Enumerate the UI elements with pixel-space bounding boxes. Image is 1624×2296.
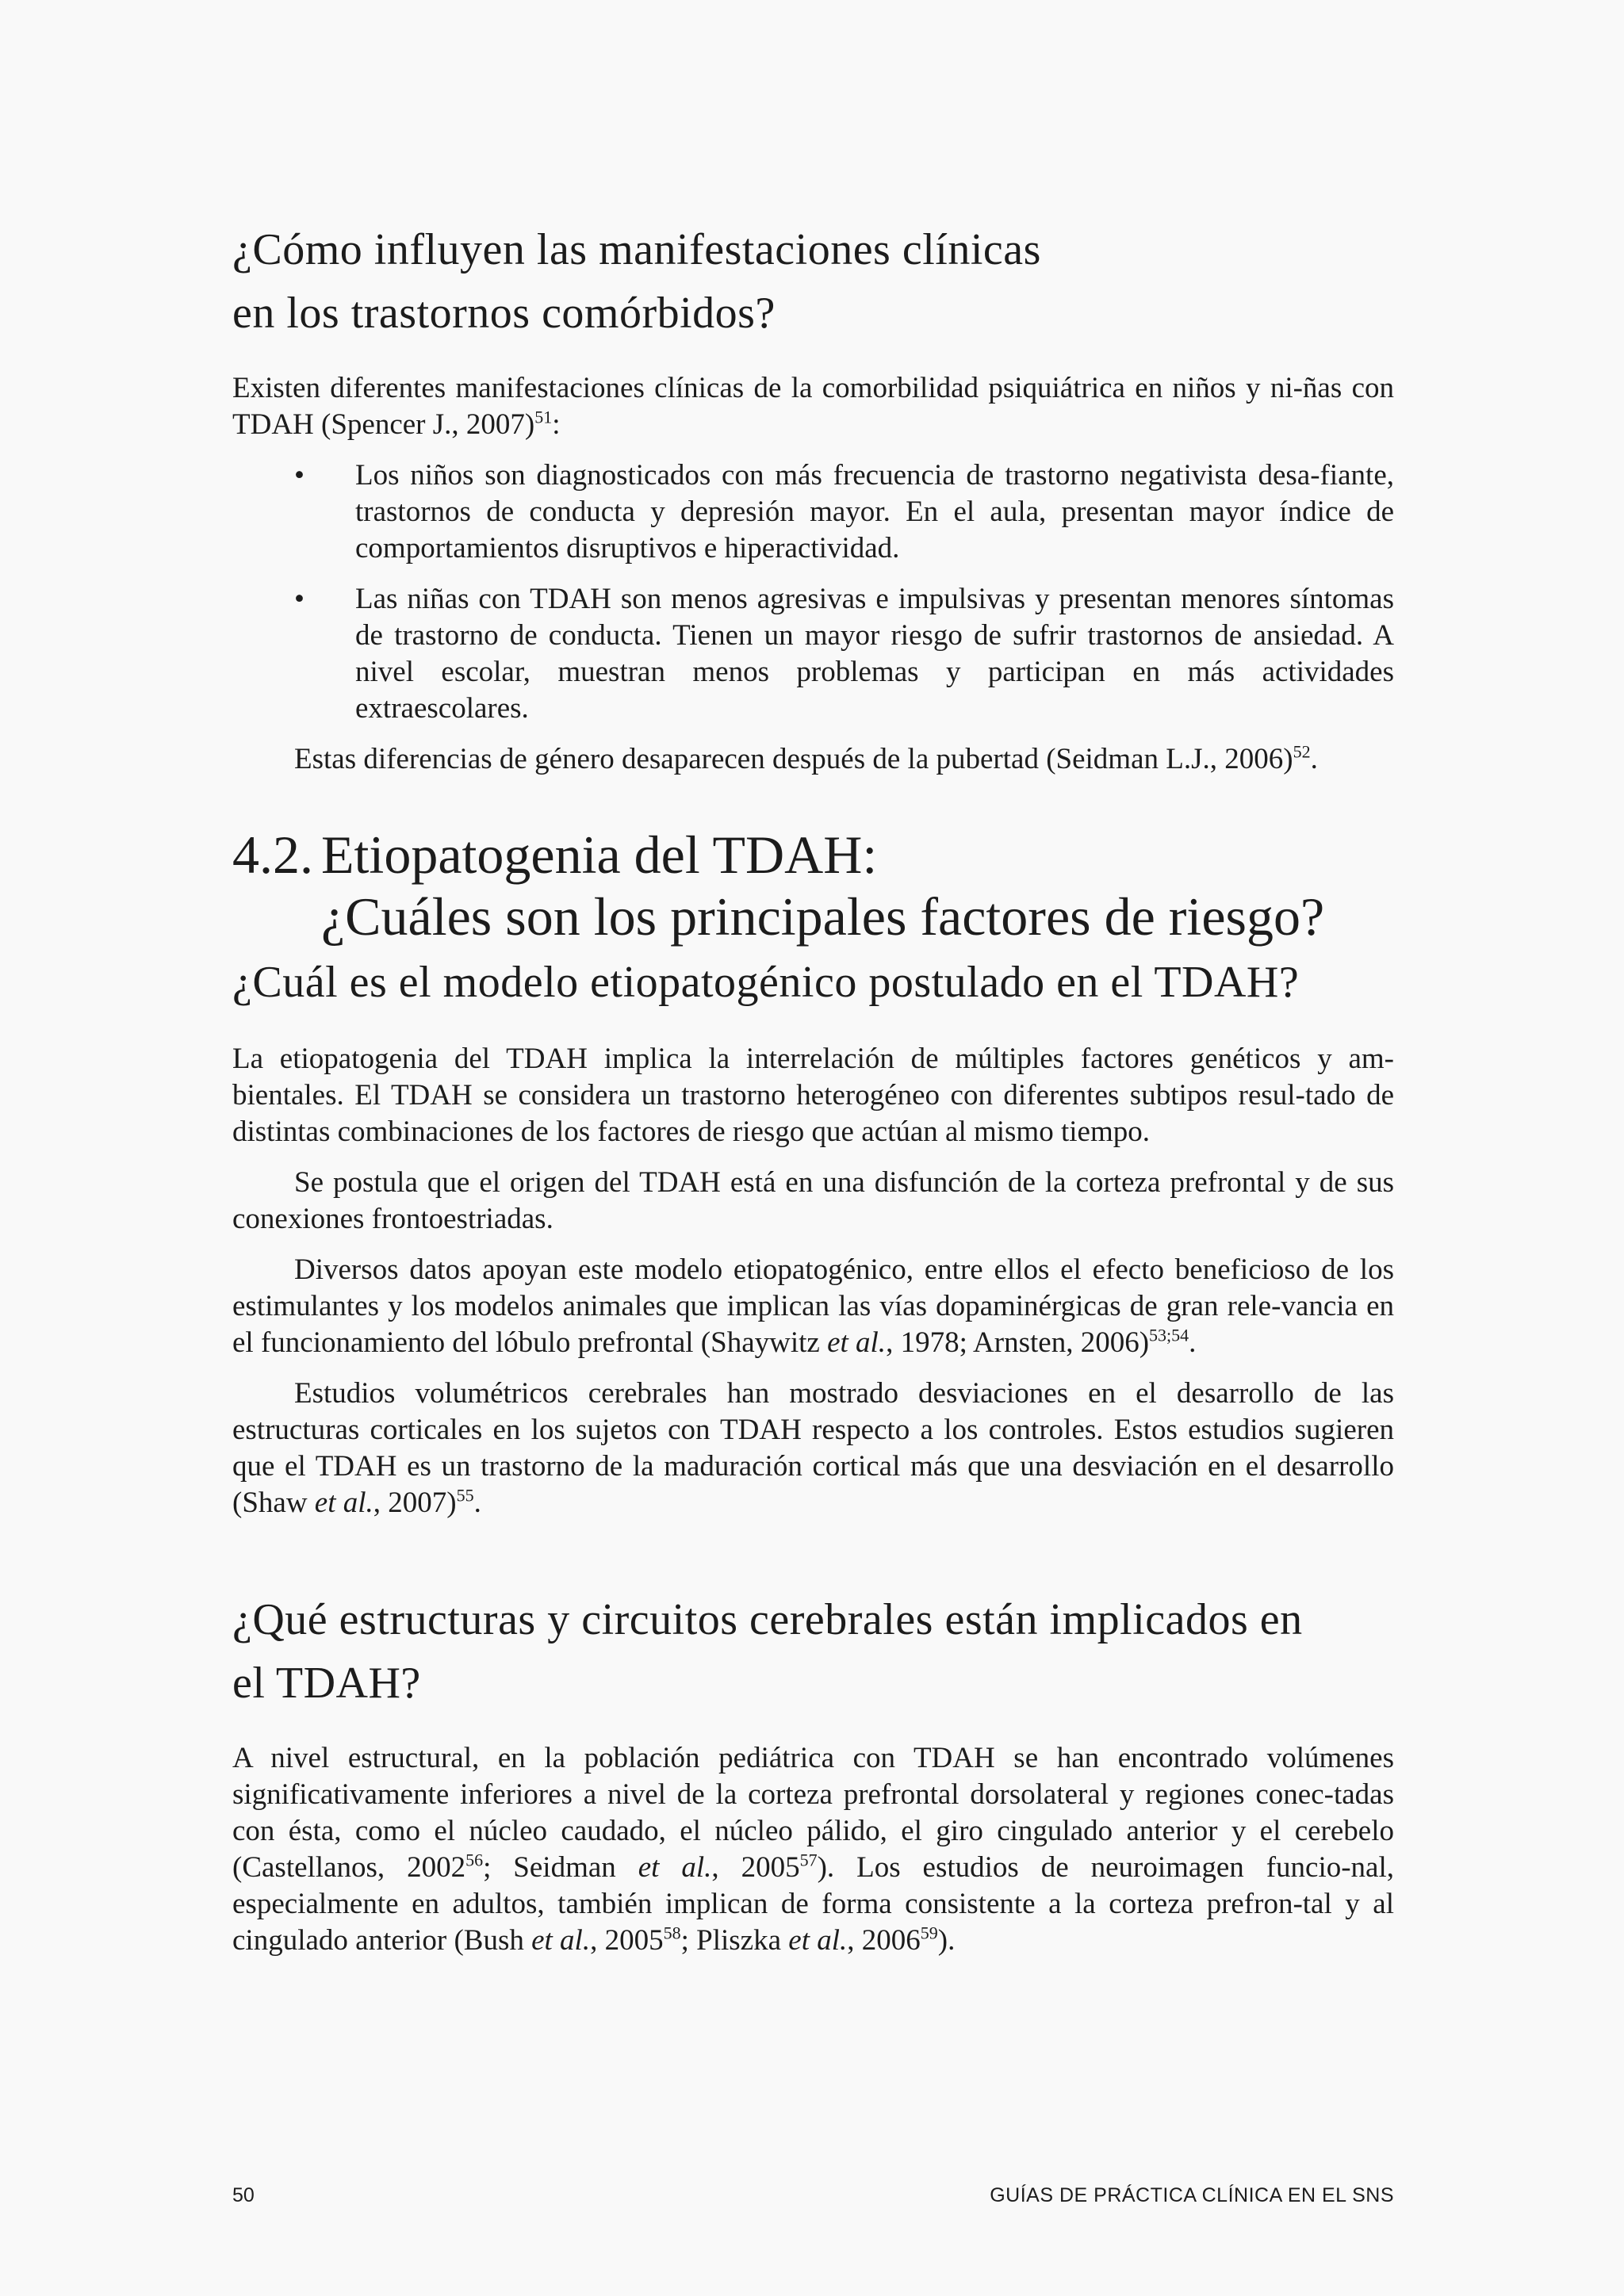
list-item (232, 581, 1394, 727)
paragraph-text: A nivel estructural, en la población pediátrica con TDAH se han encontrado volúmenes significativamente inferiores a nivel de la corteza prefrontal dorsolateral y regiones conec-tadas con ésta, como el núcleo caudado, el núcleo pálido, el giro cingulado anterior y el cerebelo (Castellanos, 2002 (232, 1742, 1394, 1884)
paragraph-text: , 1978; Arnsten, 2006) (886, 1326, 1150, 1359)
citation-ref: 55 (456, 1485, 474, 1506)
paragraph-text: La etiopatogenia del TDAH implica la interrelación de múltiples factores genéticos y am-bientales. El TDAH se considera un trastorno heterogéneo con diferentes subtipos resul-tado de distintas combinaciones de los factores de riesgo que actúan al mismo tiempo. (232, 1043, 1394, 1148)
subsection-heading-text: ¿Cuál es el modelo etiopatogénico postulado en el TDAH? (232, 958, 1300, 1007)
paragraph-text: , 2006 (847, 1924, 921, 1957)
page-number: 50 (232, 2184, 255, 2206)
paragraph-text: Se postula que el origen del TDAH está en una disfunción de la corteza prefrontal y de sus conexiones frontoestriadas. (232, 1166, 1394, 1235)
paragraph-text: ). Los estudios de neuroimagen funcio-nal, especialmente en adultos, también implican de forma consistente a la corteza prefron-tal y al cingulado anterior (Bush (232, 1851, 1394, 1957)
paragraph-text: , 2005 (590, 1924, 664, 1957)
et-al: et al. (314, 1487, 373, 1519)
intro-end: : (552, 408, 561, 441)
citation-ref: 59 (920, 1923, 938, 1943)
citation-ref: 51 (534, 407, 553, 427)
et-al: et al. (827, 1326, 887, 1359)
section-heading-comorbid (232, 218, 1394, 345)
paragraph-text: ; Seidman (483, 1851, 638, 1884)
paragraph (232, 1252, 1394, 1361)
section-title-line-1: Etiopatogenia del TDAH: (321, 825, 878, 885)
section-heading-structures (232, 1588, 1394, 1715)
bullet-icon: • (294, 583, 304, 615)
page-content (232, 218, 1394, 1973)
paragraph (232, 1165, 1394, 1238)
paragraph (232, 1740, 1394, 1959)
citation-ref: 58 (663, 1923, 681, 1943)
paragraph-end: . (473, 1487, 481, 1519)
heading-line-1: ¿Qué estructuras y circuitos cerebrales están implicados en (232, 1595, 1303, 1644)
heading-line-1: ¿Cómo influyen las manifestaciones clínicas (232, 225, 1041, 274)
paragraph-text: ; Pliszka (680, 1924, 789, 1957)
bullet-list (232, 457, 1394, 727)
paragraph (232, 1041, 1394, 1150)
et-al: et al. (788, 1924, 848, 1957)
closing-end: . (1310, 743, 1318, 775)
bullet-icon: • (294, 459, 304, 492)
list-item-text: Los niños son diagnosticados con más frecuencia de trastorno negativista desa-fiante, trastornos de conducta y depresión mayor. En el aula, presentan mayor índice de comportamientos disruptivos e hiperactividad. (355, 459, 1394, 564)
paragraph-end: . (1189, 1326, 1197, 1359)
paragraph-text: , 2005 (711, 1851, 800, 1884)
intro-text: Existen diferentes manifestaciones clínicas de la comorbilidad psiquiátrica en niños y ni-ñas con TDAH (Spencer J., 2007) (232, 372, 1394, 441)
list-item-text: Las niñas con TDAH son menos agresivas e impulsivas y presentan menores síntomas de trastorno de conducta. Tienen un mayor riesgo de sufrir trastornos de ansiedad. A nivel escolar, muestran menos problemas y participan en más actividades extraescolares. (355, 583, 1394, 725)
heading-line-2: el TDAH? (232, 1659, 421, 1708)
heading-line-2: en los trastornos comórbidos? (232, 289, 776, 338)
citation-ref: 53;54 (1149, 1325, 1189, 1345)
et-al: et al. (638, 1851, 712, 1884)
closing-text: Estas diferencias de género desaparecen después de la pubertad (Seidman L.J., 2006) (294, 743, 1293, 775)
paragraph-text: Estudios volumétricos cerebrales han mostrado desviaciones en el desarrollo de las estructuras corticales en los sujetos con TDAH respecto a los controles. Estos estudios sugieren que el TDAH es un trastorno de la maduración cortical más que una desviación en el desarrollo (Shaw (232, 1377, 1394, 1519)
subsection-heading-model (232, 951, 1394, 1014)
citation-ref: 56 (465, 1850, 484, 1870)
citation-ref: 52 (1293, 741, 1311, 762)
paragraph-text: Diversos datos apoyan este modelo etiopatogénico, entre ellos el efecto beneficioso de los estimulantes y los modelos animales que implican las vías dopaminérgicas de gran rele-vancia en el funcionamiento del lóbulo prefrontal (Shaywitz (232, 1253, 1394, 1359)
intro-paragraph (232, 370, 1394, 443)
paragraph-end: ). (937, 1924, 956, 1957)
running-title: GUÍAS DE PRÁCTICA CLÍNICA EN EL SNS (990, 2184, 1394, 2206)
section-number: 4.2. (232, 825, 313, 885)
section-title (232, 824, 1394, 947)
citation-ref: 57 (799, 1850, 818, 1870)
closing-paragraph (232, 741, 1394, 778)
page-footer (232, 2184, 1394, 2213)
paragraph (232, 1376, 1394, 1521)
paragraph-text: , 2007) (373, 1487, 457, 1519)
et-al: et al. (531, 1924, 591, 1957)
section-title-line-2: ¿Cuáles son los principales factores de riesgo? (321, 886, 1325, 947)
list-item (232, 457, 1394, 567)
